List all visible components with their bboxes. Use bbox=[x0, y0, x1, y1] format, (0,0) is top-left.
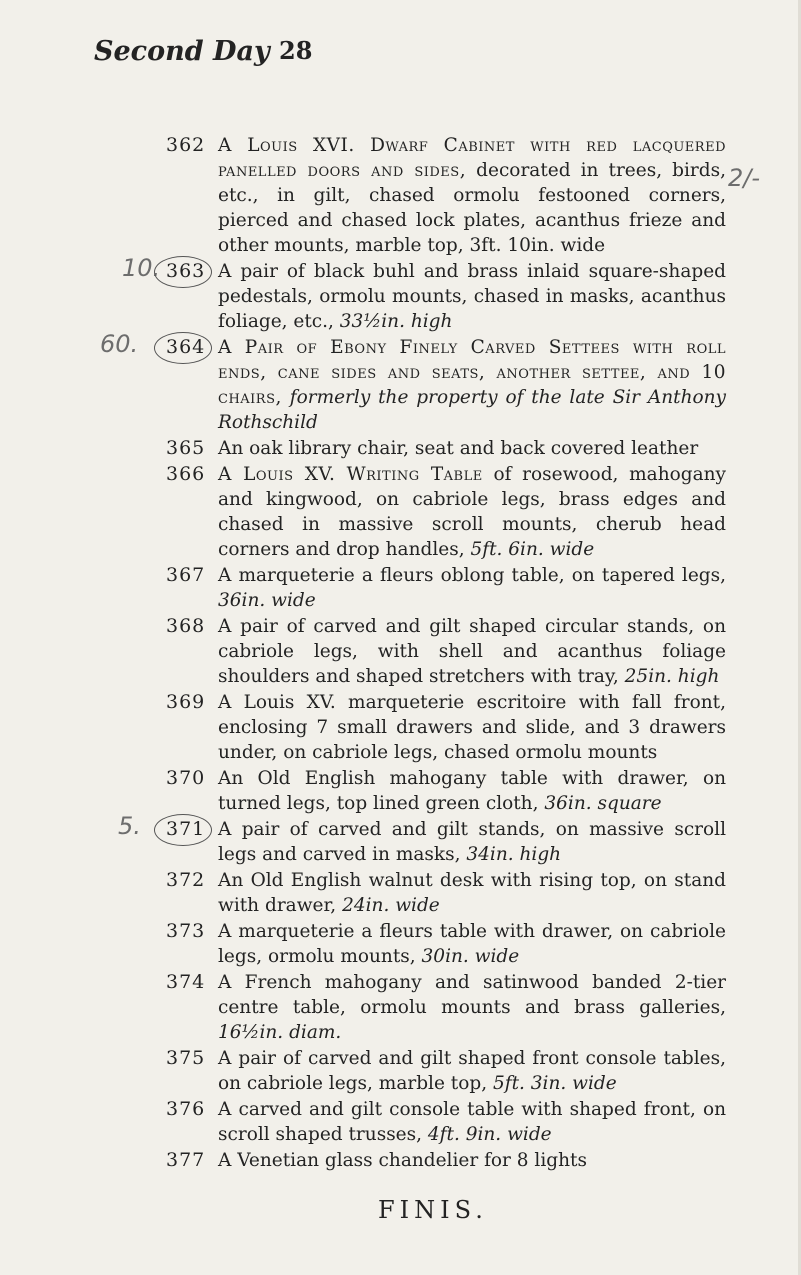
lot-number: 377 bbox=[166, 1149, 206, 1171]
lot-body: A French mahogany and satinwood banded 2-tier centre table, ormolu mounts and brass galleries, bbox=[218, 972, 726, 1018]
lot-description bbox=[218, 919, 726, 969]
lot-measure: 4ft. 9in. wide bbox=[422, 1124, 552, 1145]
lot-measure: 16½in. diam. bbox=[218, 1022, 342, 1043]
lot-number: 375 bbox=[166, 1047, 206, 1069]
lot-description bbox=[218, 436, 726, 461]
lot-body: A pair of carved and gilt stands, on massive scroll legs and carved in masks, bbox=[218, 819, 726, 865]
margin-note-362: 2/- bbox=[728, 164, 761, 192]
lot-measure: 30in. wide bbox=[415, 946, 520, 967]
lot-number: 373 bbox=[166, 920, 206, 942]
lot-body: A pair of black buhl and brass inlaid square-shaped pedestals, ormolu mounts, chased in masks, acanthus foliage, etc., bbox=[218, 261, 726, 332]
lot-caps: A Pair of Ebony Finely Carved Settees with roll ends, cane sides and seats, another settee, and 10 chairs, bbox=[218, 337, 726, 408]
lot-measure: 5ft. 6in. wide bbox=[464, 539, 595, 560]
lot-number: 374 bbox=[166, 971, 206, 993]
lot-measure: 36in. wide bbox=[218, 590, 316, 611]
lot-description bbox=[218, 614, 726, 689]
lot-number: 365 bbox=[166, 437, 206, 459]
lot-body: A Venetian glass chandelier for 8 lights bbox=[218, 1150, 587, 1171]
lot-description bbox=[218, 817, 726, 867]
lot-measure: 24in. wide bbox=[336, 895, 440, 916]
lot-number: 363 bbox=[166, 260, 206, 282]
lot-number: 369 bbox=[166, 691, 206, 713]
lot-measure: formerly the property of the late Sir Anthony Rothschild bbox=[218, 387, 726, 433]
lot-body: of rosewood, mahogany and kingwood, on cabriole legs, brass edges and chased in massive scroll mounts, cherub head corners and drop handles, bbox=[218, 464, 726, 560]
lot-body: An oak library chair, seat and back covered leather bbox=[218, 438, 699, 459]
page-header bbox=[94, 36, 324, 66]
lot-number: 366 bbox=[166, 463, 206, 485]
day-title: Second Day bbox=[94, 36, 270, 67]
lot-description bbox=[218, 133, 726, 258]
lot-number: 372 bbox=[166, 869, 206, 891]
lot-body: A pair of carved and gilt shaped circular stands, on cabriole legs, with shell and acanthus foliage shoulders and shaped stretchers with tray, bbox=[218, 616, 726, 687]
lot-body: A carved and gilt console table with shaped front, on scroll shaped trusses, bbox=[218, 1099, 726, 1145]
lot-measure: 33½in. high bbox=[333, 311, 453, 332]
lot-number: 368 bbox=[166, 615, 206, 637]
lot-description bbox=[218, 563, 726, 613]
price-note-363: 10. bbox=[122, 254, 161, 282]
lot-description bbox=[218, 970, 726, 1045]
lot-description bbox=[218, 1148, 726, 1173]
lot-measure: 5ft. 3in. wide bbox=[487, 1073, 617, 1094]
lot-body: A marqueterie a fleurs table with drawer, on cabriole legs, ormolu mounts, bbox=[218, 921, 726, 967]
lot-body: An Old English walnut desk with rising top, on stand with drawer, bbox=[218, 870, 726, 916]
page-number: 28 bbox=[279, 36, 313, 65]
lot-description bbox=[218, 1097, 726, 1147]
lot-body: A Louis XV. marqueterie escritoire with fall front, enclosing 7 small drawers and slide, and 3 drawers under, on cabriole legs, chased ormolu mounts bbox=[218, 692, 726, 763]
lot-number: 364 bbox=[166, 336, 206, 358]
lot-number: 362 bbox=[166, 134, 206, 156]
lot-body: A marqueterie a fleurs oblong table, on tapered legs, bbox=[218, 565, 726, 586]
lot-measure: 34in. high bbox=[460, 844, 562, 865]
finis-mark: FINIS. bbox=[378, 1196, 488, 1224]
lot-description bbox=[218, 766, 726, 816]
lot-number: 376 bbox=[166, 1098, 206, 1120]
price-note-371: 5. bbox=[118, 812, 141, 840]
lot-description bbox=[218, 335, 726, 435]
lot-number: 367 bbox=[166, 564, 206, 586]
lot-body: A pair of carved and gilt shaped front console tables, on cabriole legs, marble top, bbox=[218, 1048, 726, 1094]
lot-number: 371 bbox=[166, 818, 206, 840]
lot-body: decorated in trees, birds, etc., in gilt, chased ormolu festooned corners, pierced and chased lock plates, acanthus frieze and other mounts, marble top, 3ft. 10in. wide bbox=[218, 160, 726, 256]
lot-description bbox=[218, 462, 726, 562]
lot-caps: A Louis XVI. Dwarf Cabinet with red lacquered panelled doors and sides, bbox=[218, 135, 726, 181]
lot-description bbox=[218, 259, 726, 334]
lot-caps: A Louis XV. Writing Table bbox=[218, 464, 483, 485]
lot-description bbox=[218, 1046, 726, 1096]
lot-description bbox=[218, 690, 726, 765]
lot-measure: 36in. square bbox=[538, 793, 662, 814]
lot-number: 370 bbox=[166, 767, 206, 789]
lot-measure: 25in. high bbox=[618, 666, 720, 687]
price-note-364: 60. bbox=[100, 330, 139, 358]
lot-body: An Old English mahogany table with drawer, on turned legs, top lined green cloth, bbox=[218, 768, 726, 814]
lot-description bbox=[218, 868, 726, 918]
